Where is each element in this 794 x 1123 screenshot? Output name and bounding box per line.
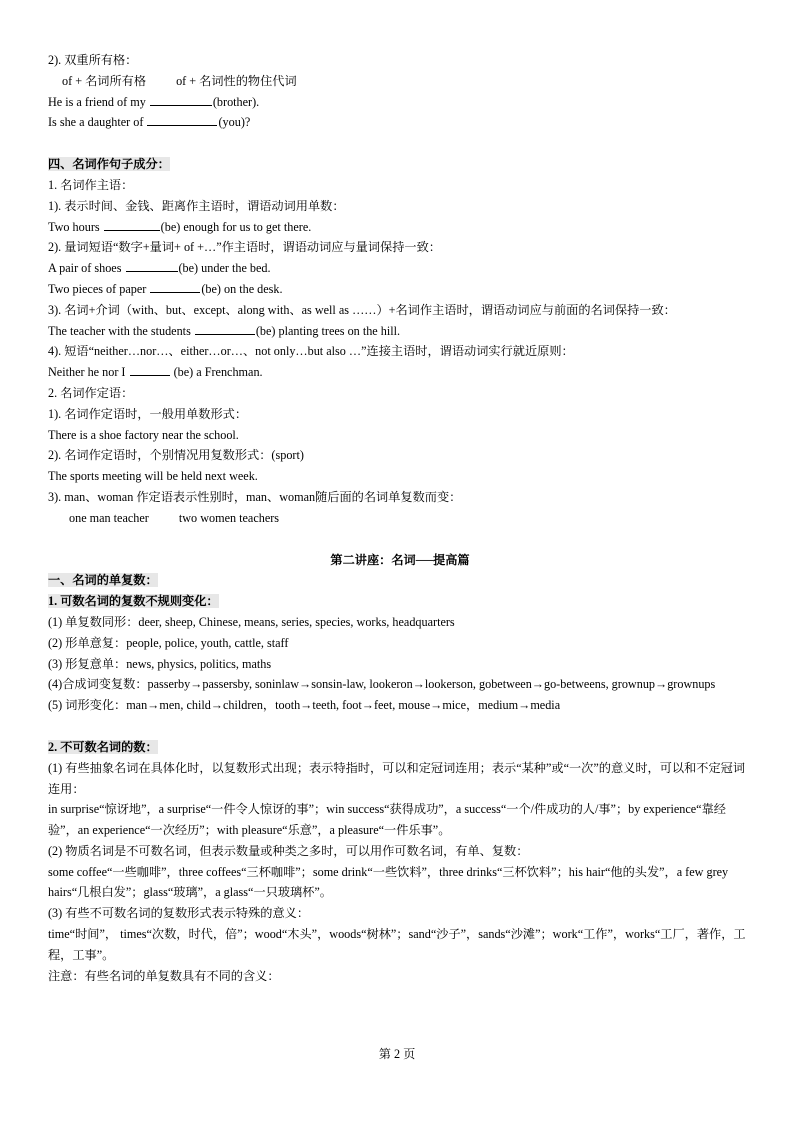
form-two: of + 名词性的物住代词 [176, 73, 297, 88]
rule-line: (3) 有些不可数名词的复数形式表示特殊的意义： [48, 906, 310, 921]
rule-line: (2) 形单意复：people, police, youth, cattle, staff [48, 635, 289, 650]
rule-line: 1). 表示时间、金钱、距离作主语时，谓语动词用单数： [48, 198, 345, 213]
answer-blank [195, 322, 255, 335]
rule-line: (2) 物质名词是不可数名词，但表示数量或种类之多时，可以用作可数名词，有单、复数： [48, 843, 529, 858]
rule-line: 3). man、woman 作定语表示性别时，man、woman随后面的名词单复数而变： [48, 489, 462, 504]
subheading: 2. 不可数名词的数： [48, 739, 158, 754]
exercise-line: Two pieces of paper (be) on the desk. [48, 281, 283, 296]
section-heading: 四、名词作句子成分： [48, 157, 170, 172]
page-number: 第 2 页 [378, 1047, 416, 1061]
example-line: The sports meeting will be held next week. [48, 469, 258, 484]
example-line: There is a shoe factory near the school. [48, 427, 239, 442]
rule-line: 3). 名词+介词（with、but、except、along with、as well as ……）+名词作主语时，谓语动词应与前面的名词保持一致： [48, 302, 676, 317]
subheading: 1. 可数名词的复数不规则变化： [48, 594, 219, 609]
answer-blank [104, 218, 160, 231]
answer-blank [147, 113, 217, 126]
exercise-line: He is a friend of my (brother). [48, 94, 260, 109]
form-one: of + 名词所有格 [62, 73, 147, 88]
rule-line: (3) 形复意单：news, physics, politics, maths [48, 656, 272, 671]
example-line: time“时间”， times“次数，时代，倍”；wood“木头”，woods“树林”；sand“沙子”，sands“沙滩”；work“工作”，works“工厂，著作，工程，工事”。 [48, 927, 746, 962]
exercise-line: Neither he nor I (be) a Frenchman. [48, 365, 263, 380]
answer-blank [130, 363, 170, 376]
exercise-line: A pair of shoes (be) under the bed. [48, 261, 271, 276]
rule-line: 4). 短语“neither…nor…、either…or…、not only…but also …”连接主语时，谓语动词实行就近原则： [48, 344, 574, 359]
answer-blank [150, 280, 200, 293]
lecture-title: 第二讲座：名词──提高篇 [330, 552, 470, 567]
note-line: 注意：有些名词的单复数具有不同的含义： [48, 968, 280, 983]
rule-line: 1). 名词作定语时，一般用单数形式： [48, 406, 248, 421]
double-possessive-forms [48, 71, 752, 92]
rule-line: 2). 量词短语“数字+量词+ of +…”作主语时，谓语动词应与量词保持一致： [48, 240, 441, 255]
rule-line: (5) 词形变化：man→men, child→children，tooth→teeth, foot→feet, mouse→mice，medium→media [48, 698, 561, 713]
answer-blank [126, 259, 178, 272]
section-heading: 一、名词的单复数： [48, 573, 158, 588]
answer-blank [150, 93, 212, 106]
rule-line: 2). 名词作定语时，个别情况用复数形式：(sport) [48, 448, 304, 463]
example-line: some coffee“一些咖啡”，three coffees“三杯咖啡”；some drink“一些饮料”，three drinks“三杯饮料”；his hair“他的头发”，a few grey hairs“几根白发”；glass“玻璃”，a glass“一只玻璃杯”。 [48, 864, 729, 900]
exercise-line: Is she a daughter of (you)? [48, 115, 251, 130]
rule-line: (1) 有些抽象名词在具体化时，以复数形式出现；表示特指时，可以和定冠词连用；表示“某种”或“一次”的意义时，可以和不定冠词连用： [48, 760, 746, 796]
subheading: 2. 名词作定语： [48, 385, 134, 400]
subheading: 1. 名词作主语： [48, 177, 134, 192]
exercise-line: The teacher with the students (be) planting trees on the hill. [48, 323, 401, 338]
example-line: in surprise“惊讶地”，a surprise“一件令人惊讶的事”；win success“获得成功”，a success“一个/件成功的人/事”；by experience“靠经验”，an experience“一次经历”；with pleasure“乐意”，a pleasure“一件乐事”。 [48, 802, 726, 838]
example-line: one man teacher two women teachers [69, 510, 280, 525]
document-body [48, 50, 752, 986]
rule-line: (1) 单复数同形：deer, sheep, Chinese, means, series, species, works, headquarters [48, 614, 455, 629]
double-possessive-heading: 2). 双重所有格： [48, 53, 138, 67]
exercise-line: Two hours (be) enough for us to get there. [48, 219, 312, 234]
rule-line: (4)合成词变复数：passerby→passersby, soninlaw→sonsin-law, lookeron→lookerson, gobetween→go-betweens, grownup→grownups [48, 677, 716, 692]
